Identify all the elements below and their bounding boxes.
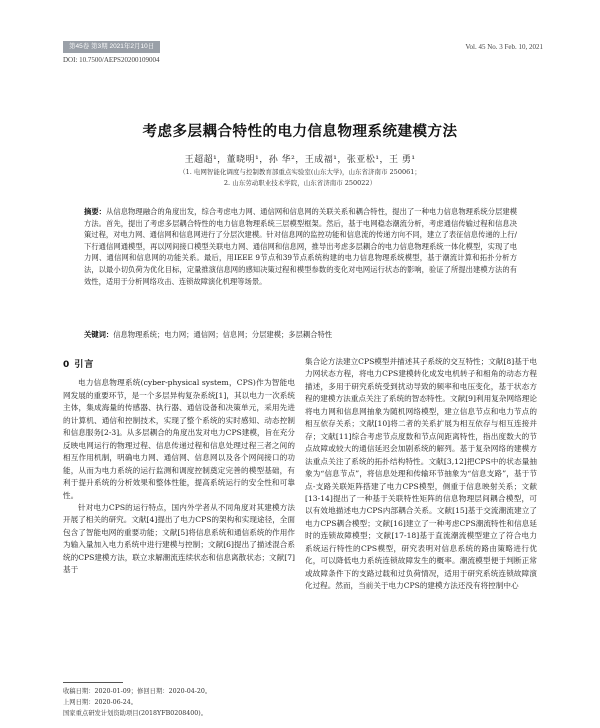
footnote-online: 上网日期：2020-06-24。 bbox=[63, 699, 138, 706]
journal-header bbox=[63, 41, 543, 53]
keywords bbox=[84, 330, 517, 340]
author-list: 王超超¹，董晓明¹，孙 华²，王成福¹，张亚松¹，王 勇¹ bbox=[184, 155, 416, 165]
keywords-label: 关键词： bbox=[84, 330, 114, 339]
keywords-text: 信息物理系统；电力网；通信网；信息网；分层建模；多层耦合特性 bbox=[113, 330, 333, 339]
abstract-label: 摘要： bbox=[84, 207, 107, 216]
left-column bbox=[63, 355, 295, 577]
footnotes bbox=[63, 686, 211, 719]
journal-issue-tag: 第45卷 第3期 2021年2月10日 bbox=[63, 41, 160, 53]
paragraph: 集合论方法建立CPS模型并描述其子系统的交互特性；文献[8]基于电力网状态方程，将电力CPS建模转化成发电机转子和相角的动态方程描述，多用于研究系统受到扰动导致的频率和电压变化，基于状态方程的建模方法重点关注了系统的智态特性。文献[9]利用复杂网络理论将电力网和信息网抽象为随机网络模型，建立信息节点和电力节点的相互依存关系；文献[10]将二者的关系扩展为相互依存与相互连接并存；文献[11]综合考虑节点度数和节点间距离特性，指出度数大的节点故障或较大的通信延迟会加剧系统的解列。基于复杂网络的建模方法重点关注了系统的拓扑结构特性。文献[3,12]把CPS中的状态量抽象为“信息节点”，将信息处理和传输环节抽象为“信息支路”，基于节点-支路关联矩阵搭建了电力CPS模型，侧重于信息映射关系；文献[13-14]提出了一种基于关联特性矩阵的信息物理层间耦合模型，可以有效地描述电力CPS内部耦合关系。文献[15]基于交流潮流建立了电力CPS耦合模型；文献[16]建立了一种考虑CPS潮流特性和信息延时的连锁故障模型；文献[17-18]基于直流潮流模型建立了符合电力系统运行特性的CPS模型，研究表明对信息系统的路由策略进行优化，可以降低电力系统连锁故障发生的概率。潮流模型便于判断正常或故障条件下的支路过载和过负荷情况，适用于研究系统连锁故障演化过程。然而，当前关于电力CPS的建模方法还没有将控制中心 bbox=[305, 357, 537, 591]
doi: DOI: 10.7500/AEPS20200109004 bbox=[63, 56, 160, 64]
abstract-text: 从信息物理融合的角度出发，综合考虑电力网、通信网和信息网的关联关系和耦合特性，提出了一种电力信息物理系统分层建模方法。首先，提出了考虑多层耦合特性的电力信息物理系统三层模型框架。然后，基于电网稳态潮流分析，考虑通信传输过程和信息决策过程，对电力网、通信网和信息网进行了分层次建模。针对信息网的监控功能和信息流的传递方向不同，建立了表征信息传递的上行/下行通信网通模型，再以网间接口模型关联电力网、通信网和信息网，推导出考虑多层耦合的电力信息物理系统一体化模型，实现了电力网、通信网和信息网的功能关系。最后，用IEEE 9节点和39节点系统构建的电力信息物理系统模型，基于潮流计算和拓扑分析方法，以最小切负荷为优化目标，定量推演信息网的感知决策过程和模型参数的变化对电网运行状态的影响，验证了所提出建模方法的有效性，适用于分析网络攻击、连锁故障演化机理等场景。 bbox=[84, 207, 518, 286]
affiliation-2: 2. 山东劳动职业技术学院，山东省济南市 250022） bbox=[223, 179, 377, 187]
paragraph: 针对电力CPS的运行特点，国内外学者从不同角度对其建模方法开展了相关的研究。文献[4]提出了电力CPS的架构和实现途径，全面包含了智能电网的重要功能；文献[5]将信息系统和通信系统的作用作为输入量加入电力系统中进行建模与控制；文献[6]提出了描述混合系统的CPS建模方法，联立求解潮流连续状态和信息离散状态；文献[7]基于 bbox=[63, 502, 295, 575]
volume-info-en: Vol. 45 No. 3 Feb. 10, 2021 bbox=[465, 43, 543, 51]
abstract bbox=[84, 206, 517, 287]
paragraph: 电力信息物理系统(cyber-physical system，CPS)作为智能电网发展的重要环节，是一个多层异构复杂系统[1]，其以电力一次系统主体，集成海量的传感器、执行器、通信设备和决策单元，采用先进的计算机、通信和控制技术，实现了整个系统的实时感知、动态控制和信息服务[2-3]。从多层耦合的角度出发对电力CPS建模，旨在充分反映电网运行的物理过程、信息传递过程和信息处理过程三者之间的相互作用机制，明确电力网、通信网、信息网以及各个网间接口的功能，从而为电力系统的运行监测和调度控制奠定完善的模型基础，有利于提升系统的分析效果和整体性能，提高系统运行的安全性和可靠性。 bbox=[63, 378, 295, 500]
paper-title: 考虑多层耦合特性的电力信息物理系统建模方法 bbox=[142, 124, 458, 140]
affiliation-1: （1. 电网智能化调度与控制教育部重点实验室(山东大学)，山东省济南市 250061； bbox=[179, 168, 421, 176]
footnote-received: 收稿日期：2020-01-09；修回日期：2020-04-20。 bbox=[63, 688, 212, 695]
footnote-funding: 国家重点研发计划资助项目(2018YFB0208400)。 bbox=[63, 710, 207, 717]
section-heading-introduction: 0 引言 bbox=[63, 360, 95, 370]
right-column bbox=[305, 356, 537, 593]
footnote-divider bbox=[63, 682, 123, 683]
